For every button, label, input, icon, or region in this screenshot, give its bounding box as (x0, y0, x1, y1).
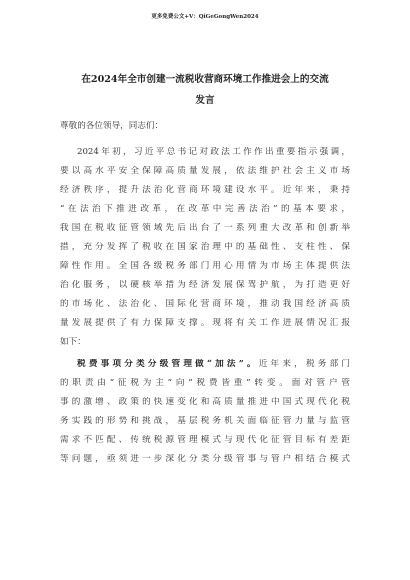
paragraph-1-line: 量发展提供了有力保障支撑。现将有关工作进展情况汇报 (60, 318, 350, 328)
page-header: 更多免费公文+V：QiGeGongWen2024 (151, 14, 259, 20)
paragraph-1-line: 如下： (60, 337, 86, 347)
paragraph-1-line: “在法治下推进改革，在改革中完善法治”的基本要求， (60, 204, 350, 214)
paragraph-2-line: 等问题，亟须进一步深化分类分级管事与管户相结合模式 (60, 454, 350, 464)
paragraph-1-line: 我国在税收征管领域先后出台了一系列重大改革和创新举 (60, 223, 350, 233)
paragraph-1-line: 治化服务，以硬核举措为经济发展保驾护航，为打造更好 (60, 280, 350, 290)
paragraph-1-line: 障性作用。全国各级税务部门用心用情为市场主体提供法 (60, 261, 350, 271)
document-title-line-1: 在2024年全市创建一流税收营商环境工作推进会上的交流 (81, 74, 329, 85)
paragraph-2-first-line (77, 359, 350, 369)
paragraph-1-line: 的市场化、法治化、国际化营商环境，推动我国经济高质 (60, 299, 350, 309)
paragraph-2-line: 事的激增、政策的快速变化和高质量推进中国式现代化税 (60, 397, 350, 407)
section-heading: 税费事项分类分级管理做“加法”。 (77, 359, 259, 369)
paragraph-1-line: 经济秩序，提升法治化营商环境建设水平。近年来，秉持 (60, 185, 350, 195)
paragraph-1-line: 要以高水平安全保障高质量发展，依法维护社会主义市场 (60, 166, 350, 176)
paragraph-2-line: 的职责由“征税为主”向“税费皆重”转变。面对管户管 (60, 378, 350, 388)
paragraph-1-line: 2024年初，习近平总书记对政法工作作出重要指示强调， (77, 147, 350, 157)
salutation: 尊敬的各位领导，同志们： (60, 121, 164, 131)
paragraph-2-line: 需求不匹配、传统税源管理模式与现代化征管目标有差距 (60, 435, 350, 445)
document-title-line-2: 发言 (195, 95, 215, 106)
paragraph-2-line: 务实践的形势和挑战，基层税务机关面临征管力量与监管 (60, 416, 350, 426)
paragraph-1-line: 措，充分发挥了税收在国家治理中的基础性、支柱性、保 (60, 242, 350, 252)
paragraph-2-text: 近年来，税务部门 (258, 359, 350, 369)
